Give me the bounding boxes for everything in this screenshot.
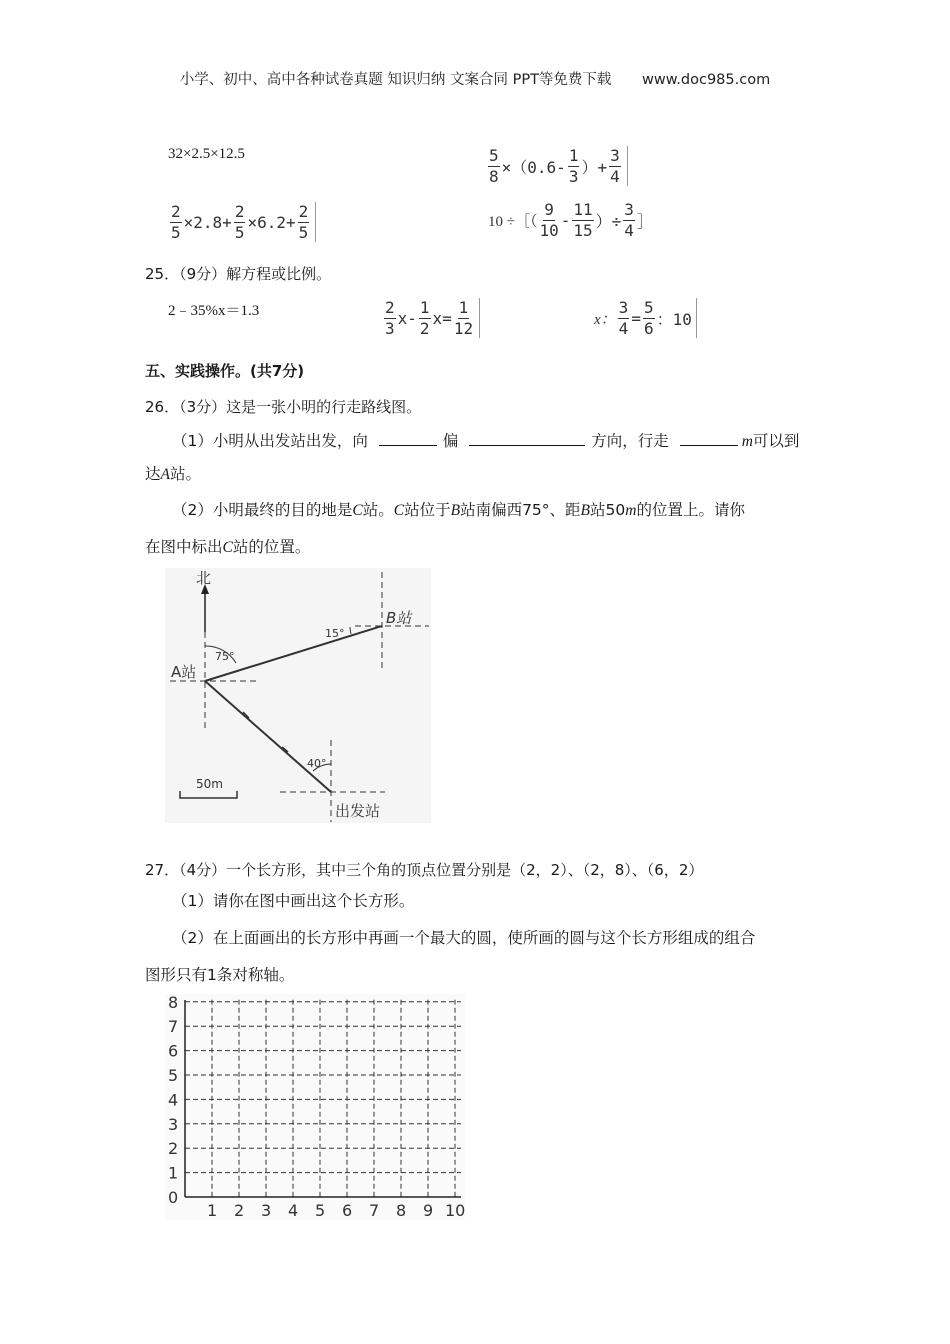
x-tick-label: 5	[315, 1201, 326, 1220]
y-axis-labels	[168, 994, 178, 1207]
y-tick-label: 7	[168, 1017, 179, 1037]
equation-2: $\frac{2}{3}$ x- $\frac{1}{2}$ x= $\frac{1}{12}$	[382, 298, 480, 338]
q26-part1-line1: （1）小明从出发站出发，向 偏 方向，行走 m可以到	[172, 432, 800, 450]
crop-edge	[627, 146, 628, 186]
q26-part2-line1: （2）小明最终的目的地是C站。C站位于B站南偏西75°、距B站50m的位置上。请你	[172, 501, 745, 519]
question-25-label: 25．（9分）解方程或比例。	[145, 265, 332, 283]
header-url[interactable]: www.doc985.com	[642, 72, 771, 88]
fraction: $\frac{3}{4}$	[610, 145, 620, 186]
q27-part2-line2: 图形只有1条对称轴。	[145, 966, 295, 984]
header-text: 小学、初中、高中各种试卷真题 知识归纳 文案合同 PPT等免费下载	[179, 72, 612, 88]
q27-part2-line1: （2）在上面画出的长方形中再画一个最大的圆，使所画的圆与这个长方形组成的组合	[172, 929, 756, 947]
question-27-label: 27．（4分）一个长方形，其中三个角的顶点位置分别是（2，2）、（2，8）、（6，2）	[145, 861, 704, 879]
fraction: $\frac{5}{8}$	[489, 145, 499, 186]
x-tick-label: 4	[288, 1201, 299, 1220]
crop-edge	[696, 298, 697, 338]
q26-part2-line2: 在图中标出C站的位置。	[145, 538, 311, 556]
coordinate-grid	[165, 994, 465, 1220]
answer-blank-direction1[interactable]	[379, 431, 437, 446]
start-station-label: 出发站	[335, 802, 381, 820]
b-station-label: B站	[386, 609, 412, 627]
grid-background	[165, 994, 465, 1220]
fraction: $\frac{2}{3}$	[385, 297, 395, 338]
page-header	[0, 68, 950, 89]
fraction: $\frac{1}{2}$	[419, 297, 430, 338]
crop-edge	[479, 298, 480, 338]
x-tick-label: 10	[445, 1201, 465, 1220]
route-map	[165, 568, 431, 823]
calc-expression-4: 10 ÷［（ $\frac{9}{10}$ - $\frac{11}{15}$ ）÷ $\frac{3}{4}$ ］	[488, 200, 653, 240]
fraction: $\frac{3}{4}$	[624, 200, 634, 240]
calc-expression-3: $\frac{2}{5}$ ×2.8+ $\frac{2}{5}$ ×6.2+ $\frac{2}{5}$	[168, 202, 316, 242]
fraction: $\frac{2}{5}$	[298, 201, 309, 242]
y-tick-label: 8	[168, 994, 179, 1012]
fraction: $\frac{5}{6}$	[643, 297, 654, 338]
x-tick-label: 9	[423, 1201, 434, 1220]
y-tick-label: 6	[168, 1041, 179, 1061]
x-tick-label: 6	[342, 1201, 353, 1220]
x-tick-label: 7	[369, 1201, 380, 1220]
x-tick-label: 1	[207, 1201, 218, 1220]
scale-label: 50m	[196, 777, 223, 791]
question-26-label: 26．（3分）这是一张小明的行走路线图。	[145, 398, 422, 416]
x-tick-label: 2	[234, 1201, 245, 1220]
crop-edge	[315, 202, 316, 242]
q26-part1-line2: 达A站。	[145, 465, 201, 483]
equation-1: 2﹣35%x＝1.3	[168, 303, 260, 319]
fraction: $\frac{2}{5}$	[234, 201, 245, 242]
section-heading: 五、实践操作。(共7分)	[145, 362, 305, 380]
fraction: $\frac{11}{15}$	[573, 200, 593, 240]
angle-b-label: 15°	[325, 627, 345, 640]
q27-part1: （1）请你在图中画出这个长方形。	[172, 892, 415, 910]
angle-start-label: 40°	[307, 757, 327, 770]
north-label: 北	[196, 569, 212, 587]
answer-blank-direction2[interactable]	[469, 431, 585, 446]
answer-blank-distance[interactable]	[680, 431, 738, 446]
fraction: $\frac{3}{4}$	[618, 297, 629, 338]
calc-expression-1: 32×2.5×12.5	[168, 146, 245, 162]
y-tick-label: 5	[168, 1066, 179, 1085]
x-tick-label: 3	[261, 1201, 272, 1220]
equation-3: x： $\frac{3}{4}$ = $\frac{5}{6}$ ：10	[594, 298, 697, 338]
angle-a-label: 75°	[215, 650, 235, 663]
calc-expression-2: $\frac{5}{8}$ ×（0.6- $\frac{1}{3}$ ）+ $\frac{3}{4}$	[486, 146, 628, 186]
fraction: $\frac{1}{3}$	[568, 145, 579, 186]
fraction: $\frac{1}{12}$	[453, 297, 474, 338]
a-station-label: A站	[171, 663, 197, 681]
y-tick-label: 4	[168, 1090, 179, 1110]
fraction: $\frac{2}{5}$	[171, 201, 181, 242]
x-tick-label: 8	[396, 1201, 407, 1220]
fraction: $\frac{9}{10}$	[539, 200, 559, 240]
y-tick-label: 1	[168, 1163, 179, 1183]
y-tick-label: 2	[168, 1139, 179, 1159]
y-tick-label: 0	[168, 1188, 179, 1207]
y-tick-label: 3	[168, 1114, 179, 1134]
